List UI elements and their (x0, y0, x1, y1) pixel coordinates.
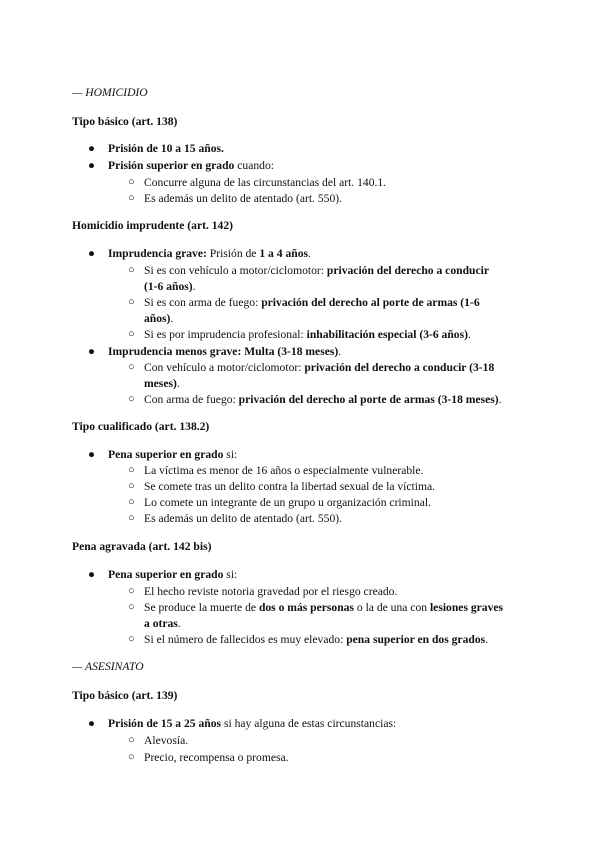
list-item: ● Prisión de 10 a 15 años. (88, 142, 224, 155)
circle-bullet-icon: ○ (128, 496, 135, 508)
circle-bullet-icon: ○ (128, 734, 135, 746)
section-title-asesinato: — ASESINATO (72, 660, 144, 673)
sub-list-item: ○ Lo comete un integrante de un grupo u organización criminal. (128, 496, 431, 509)
sub-list-item: ○ Es además un delito de atentado (art. 550). (128, 192, 342, 205)
sub-list-item: ○ Precio, recompensa o promesa. (128, 751, 289, 764)
sub-list-item-continuation: (1-6 años). (144, 280, 196, 293)
sub-list-item: ○ Si el número de fallecidos es muy elevado: pena superior en dos grados. (128, 633, 489, 646)
bullet-icon: ● (88, 142, 96, 155)
circle-bullet-icon: ○ (128, 512, 135, 524)
sub-list-item: ○ Es además un delito de atentado (art. 550). (128, 512, 342, 525)
circle-bullet-icon: ○ (128, 176, 135, 188)
circle-bullet-icon: ○ (128, 328, 135, 340)
circle-bullet-icon: ○ (128, 751, 135, 763)
circle-bullet-icon: ○ (128, 601, 135, 613)
sub-list-item: ○ Concurre alguna de las circunstancias del art. 140.1. (128, 176, 387, 189)
bullet-icon: ● (88, 448, 96, 461)
list-item: ● Pena superior en grado si: (88, 448, 238, 461)
bullet-icon: ● (88, 247, 96, 260)
circle-bullet-icon: ○ (128, 296, 135, 308)
sub-list-item-continuation: a otras. (144, 617, 181, 630)
circle-bullet-icon: ○ (128, 585, 135, 597)
list-item: ● Pena superior en grado si: (88, 568, 238, 581)
circle-bullet-icon: ○ (128, 264, 135, 276)
section-title-homicidio: — HOMICIDIO (72, 86, 148, 99)
heading-tipo-basico-139: Tipo básico (art. 139) (72, 689, 178, 702)
sub-list-item: ○ Si es con vehículo a motor/ciclomotor: privación del derecho a conducir (128, 264, 489, 277)
sub-list-item-continuation: meses). (144, 377, 180, 390)
circle-bullet-icon: ○ (128, 464, 135, 476)
heading-tipo-basico-138: Tipo básico (art. 138) (72, 115, 178, 128)
bullet-icon: ● (88, 159, 96, 172)
sub-list-item: ○ Con vehículo a motor/ciclomotor: privación del derecho a conducir (3-18 (128, 361, 495, 374)
circle-bullet-icon: ○ (128, 480, 135, 492)
sub-list-item: ○ Si es con arma de fuego: privación del derecho al porte de armas (1-6 (128, 296, 480, 309)
bullet-icon: ● (88, 568, 96, 581)
sub-list-item: ○ Se comete tras un delito contra la libertad sexual de la víctima. (128, 480, 436, 493)
sub-list-item: ○ Si es por imprudencia profesional: inhabilitación especial (3-6 años). (128, 328, 471, 341)
circle-bullet-icon: ○ (128, 393, 135, 405)
sub-list-item: ○ Con arma de fuego: privación del derecho al porte de armas (3-18 meses). (128, 393, 502, 406)
list-item: ● Prisión de 15 a 25 años si hay alguna de estas circunstancias: (88, 717, 397, 730)
sub-list-item-continuation: años). (144, 312, 174, 325)
bullet-icon: ● (88, 345, 96, 358)
circle-bullet-icon: ○ (128, 192, 135, 204)
sub-list-item: ○ El hecho reviste notoria gravedad por el riesgo creado. (128, 585, 398, 598)
list-item: ● Prisión superior en grado cuando: (88, 159, 274, 172)
heading-pena-agravada: Pena agravada (art. 142 bis) (72, 540, 212, 553)
list-item: ● Imprudencia menos grave: Multa (3-18 meses). (88, 345, 342, 358)
heading-tipo-cualificado: Tipo cualificado (art. 138.2) (72, 420, 210, 433)
sub-list-item: ○ Se produce la muerte de dos o más personas o la de una con lesiones graves (128, 601, 504, 614)
circle-bullet-icon: ○ (128, 633, 135, 645)
sub-list-item: ○ La víctima es menor de 16 años o especialmente vulnerable. (128, 464, 424, 477)
sub-list-item: ○ Alevosía. (128, 734, 189, 747)
list-item: ● Imprudencia grave: Prisión de 1 a 4 años. (88, 247, 311, 260)
heading-homicidio-imprudente: Homicidio imprudente (art. 142) (72, 219, 234, 232)
bullet-icon: ● (88, 717, 96, 730)
circle-bullet-icon: ○ (128, 361, 135, 373)
